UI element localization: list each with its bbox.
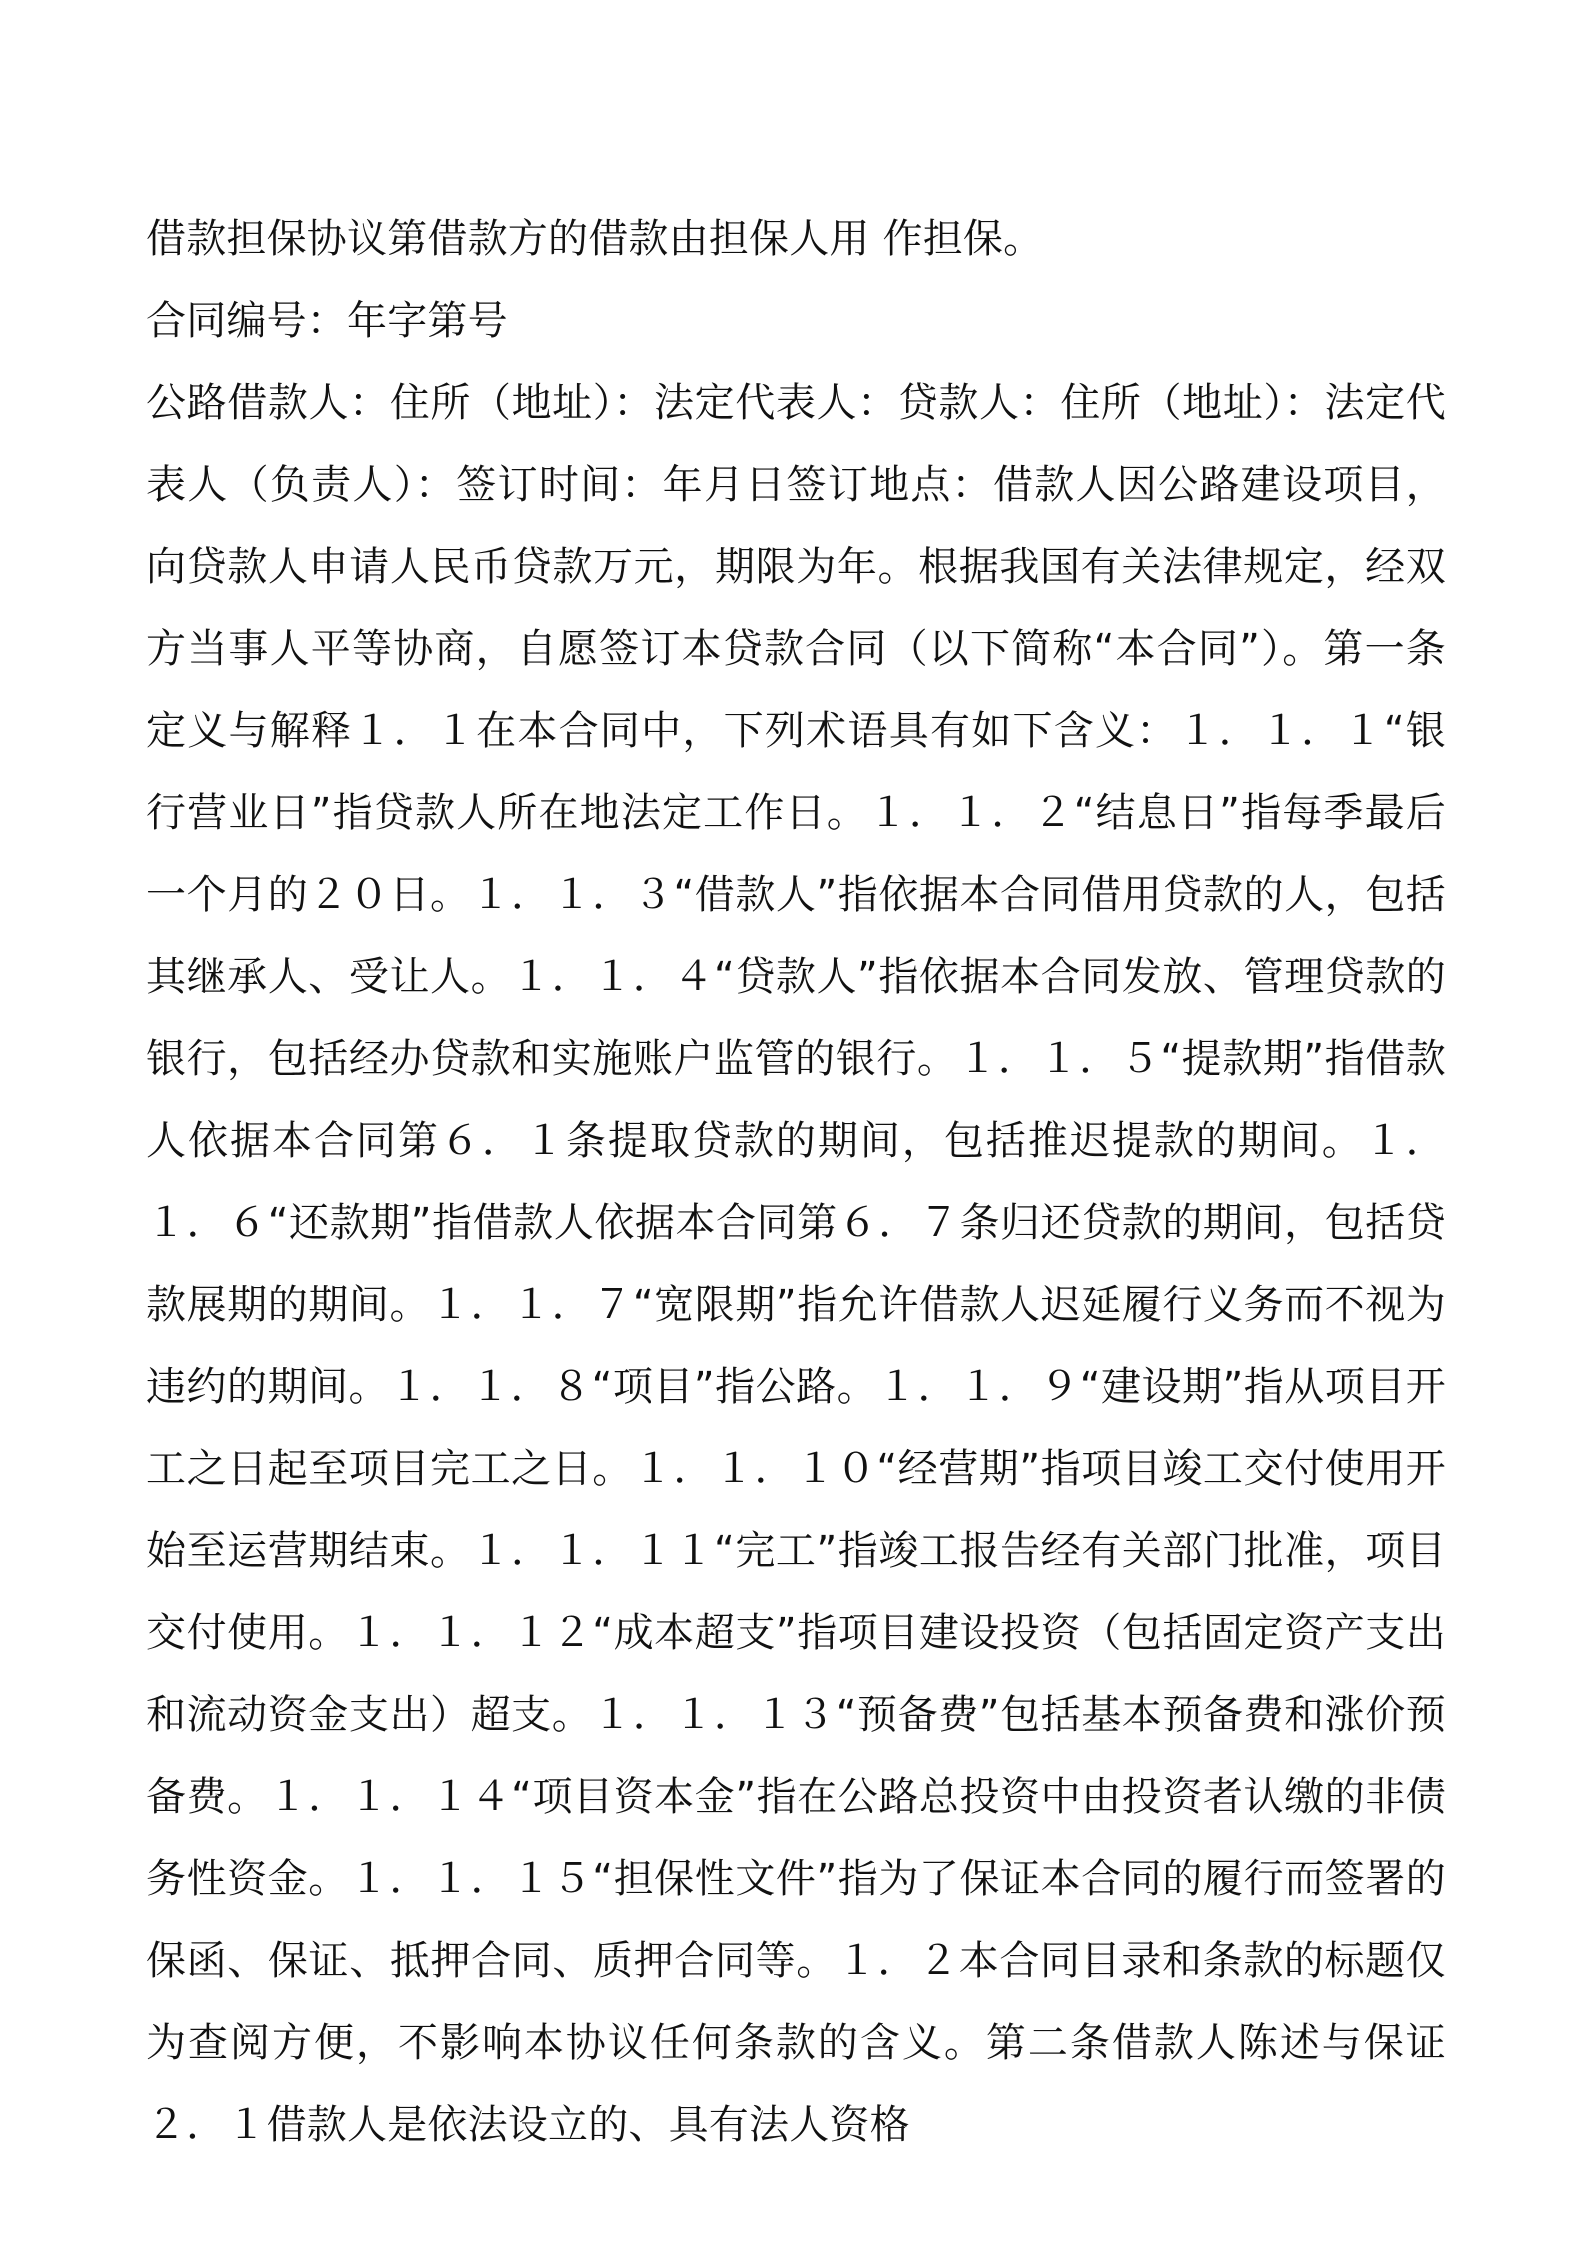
paragraph-heading-line: 借款担保协议第借款方的借款由担保人用 作担保。 <box>146 216 1044 262</box>
paragraph-contract-body: 公路借款人：住所（地址）：法定代表人：贷款人：住所（地址）：法定代表人（负责人）：签订时间：年月日签订地点：借款人因公路建设项目，向贷款人申请人民币贷款万元，期限为年。根据我国有关法律规定，经双方当事人平等协商，自愿签订本贷款合同（以下简称“本合同”）。第一条定义与解释１．１在本合同中，下列术语具有如下含义：１．１．１“银行营业日”指贷款人所在地法定工作日。１．１．２“结息日”指每季最后一个月的２０日。１．１．３“借款人”指依据本合同借用贷款的人，包括其继承人、受让人。１．１．４“贷款人”指依据本合同发放、管理贷款的银行，包括经办贷款和实施账户监管的银行。１．１．５“提款期”指借款人依据本合同第６．１条提取贷款的期间，包括推迟提款的期间。１．１．６“还款期”指借款人依据本合同第６．７条归还贷款的期间，包括贷款展期的期间。１．１．７“宽限期”指允许借款人迟延履行义务而不视为违约的期间。１．１．８“项目”指公路。１．１．９“建设期”指从项目开工之日起至项目完工之日。１．１．１０“经营期”指项目竣工交付使用开始至运营期结束。１．１．１１“完工”指竣工报告经有关部门批准，项目交付使用。１．１．１２“成本超支”指项目建设投资（包括固定资产支出和流动资金支出）超支。１．１．１３“预备费”包括基本预备费和涨价预备费。１．１．１４“项目资本金”指在公路总投资中由投资者认缴的非债务性资金。１．１．１５“担保性文件”指为了保证本合同的履行而签署的保函、保证、抵押合同、质押合同等。１．２本合同目录和条款的标题仅为查阅方便，不影响本协议任何条款的含义。第二条借款人陈述与保证２．１借款人是依法设立的、具有法人资格 <box>146 380 1446 2148</box>
paragraph-contract-number: 合同编号：年字第号 <box>146 298 508 344</box>
document-body <box>146 198 1446 2166</box>
